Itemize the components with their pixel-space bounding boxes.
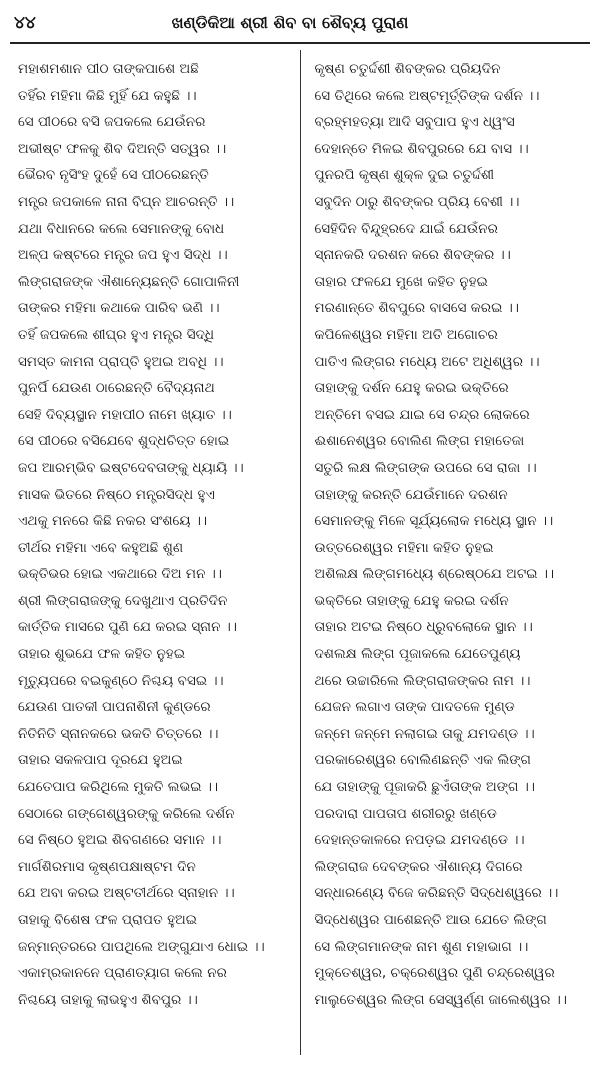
verse-line: ସେମାନଙ୍କୁ ମିଳେ ସୂର୍ଯ୍ୟଲୋକ ମଧ୍ୟେ ସ୍ଥାନ ।। — [314, 513, 554, 530]
verse-line: ଜନ୍ମାନ୍ତରରେ ପାପଥିଲେ ଅଙ୍ଗୁଯାଏ ଧୋଇ ।। — [18, 938, 265, 955]
verse-line: ଲିଙ୍ଗରାଜଙ୍କ ଐଶାନ୍ୟେଛନ୍ତି ଗୋପାଳିନୀ — [18, 273, 240, 290]
verse-line: ଭୈରବ ନୃସିଂହ ଦୁହେଁ ସେ ପୀଠରେଛନ୍ତି — [18, 167, 209, 184]
verse-line: ଅଭୀଷ୍ଟ ଫଳକୁ ଶିବ ଦିଅନ୍ତି ସତ୍ୱର ।। — [18, 140, 227, 157]
verse-line: ପାତିଏ ଲିଙ୍ଗର ମଧ୍ୟେ ଅଟେ ଅଧିଶ୍ୱର ।। — [314, 353, 540, 370]
verse-line: ଯେଉଣ ପାତକୀ ପାପନାଶିନୀ କୁଣ୍ଡରେ — [18, 699, 211, 716]
verse-line: ତାହାକୁ ବିଶେଷ ଫଳ ପ୍ରାପତ ହୁଅଇ — [18, 912, 198, 928]
verse-line: ମୁକ୍ତେଶ୍ୱର, ଚକ୍ରେଶ୍ୱର ପୁଣି ଚନ୍ଦ୍ରେଶ୍ୱର — [314, 965, 555, 982]
verse-line: ଈଶାନେଶ୍ୱର ବୋଲିଣ ଲିଙ୍ଗ ମହାତେଜା — [314, 433, 525, 450]
verse-line: ତାହାର ସକଳପାପ ଦୂରଯେ ହୁଅଇ — [18, 752, 183, 769]
verse-line: ମନ୍ତ୍ର ଜପକାଳେ ନାନା ବିଘ୍ନ ଆଚରନ୍ତି ।। — [18, 193, 235, 210]
verse-line: ତହିଁ ଜପକଲେ ଶୀଘ୍ର ହୁଏ ମନ୍ତ୍ର ସିଦ୍ଧି — [18, 326, 215, 343]
verse-line: ପରଦାରା ପାପତାପ ଶରୀରରୁ ଖଣ୍ଡେ — [314, 805, 497, 822]
verse-line: ଶ୍ରୀ ଲିଙ୍ଗରାଜଙ୍କୁ ଦେଖୁଥାଏ ପ୍ରତିଦିନ — [18, 592, 228, 609]
verse-line: ଭକ୍ତିରେ ତାହାଙ୍କୁ ଯେହୁ କରଇ ଦର୍ଶନ — [314, 592, 509, 609]
verse-line: ମାର୍ଗଶିରମାସ କୃଷ୍ଣପକ୍ଷାଷ୍ଟମ ଦିନ — [18, 858, 196, 875]
verse-line: ପରକାରେଶ୍ୱର ବୋଲିଣଛନ୍ତି ଏକ ଲିଙ୍ଗ — [314, 752, 531, 769]
left-column — [10, 50, 300, 1060]
verse-line: ଅଳ୍ପ କଷ୍ଟରେ ମନ୍ତ୍ର ଜପ ହୁଏ ସିଦ୍ଧ ।। — [18, 247, 228, 264]
running-title: ଖଣ୍ଡିକିଆ ଶ୍ରୀ ଶିବ ବା ଶୈବ୍ୟ ପୁରାଣ — [171, 13, 409, 32]
page-header — [14, 6, 586, 40]
verse-line: ନିଶ୍ଚୟେ ତାହାକୁ ଲାଭହୁଏ ଶିବପୁର ।। — [18, 991, 198, 1008]
verse-line: ଜପ ଆରମ୍ଭିବ ଇଷ୍ଟଦେବତାଙ୍କୁ ଧ୍ୟାୟି ।। — [18, 459, 244, 476]
text-columns — [10, 50, 590, 1060]
verse-line: ସେହିଦିନ ବିନ୍ଦୁହ୍ରଦେ ଯାଇଁ ଯେଉଁନର — [314, 220, 498, 237]
verse-line: ଯେଜନ ଲଗାଏ ତାଙ୍କ ପାଦତଳେ ମୁଣ୍ଡ — [314, 699, 515, 716]
verse-line: ସବୁଦିନ ଠାରୁ ଶିବଙ୍କର ପ୍ରିୟ ବେଶୀ ।। — [314, 193, 520, 210]
verse-line: ତାହାଙ୍କୁ ଦର୍ଶନ ଯେହୁ କରଇ ଭକ୍ତିରେ — [314, 380, 509, 397]
verse-line: ତୀର୍ଥର ମହିମା ଏବେ କହୁଅଛି ଶୁଣ — [18, 539, 184, 556]
verse-line: ତାଙ୍କର ମହିମା କଥାକେ ପାରିବ ଭଣି ।। — [18, 300, 220, 317]
verse-line: ଏକାମ୍ରକାନନେ ପ୍ରାଣତ୍ୟାଗ କଲେ ନର — [18, 965, 227, 982]
verse-line: କାର୍ତ୍ତିକ ମାସରେ ପୁଣି ଯେ କରଇ ସ୍ନାନ ।। — [18, 619, 238, 636]
verse-line: ମହାଶମଶାନ ପୀଠ ତାଙ୍କପାଶେ ଅଛି — [18, 61, 199, 77]
verse-line: ବ୍ରହ୍ମହତ୍ୟା ଆଦି ସବୁପାପ ହୁଏ ଧ୍ୱଂସ — [314, 114, 515, 131]
verse-line: ଯେତେପାପ କରିଥିଲେ ମୁକତି ଲଭଇ ।। — [18, 779, 219, 796]
verse-line: ନିତିନିତି ସ୍ନାନକରେ ଭକତି ଚିତ୍ତରେ ।। — [18, 725, 219, 742]
verse-line: ଯେ ଅବା କରଇ ଅଷ୍ଟତୀର୍ଥରେ ସ୍ନାହାନ ।। — [18, 885, 235, 902]
verse-line: ସନ୍ଧାରଣ୍ୟେ ବିଜେ କରିଛନ୍ତି ସିଦ୍ଧେଶ୍ୱରେ ।। — [314, 885, 559, 902]
verse-line: ତାହାର ଫଳଯେ ମୁଖେ କହିତ ନୁହଇ — [314, 273, 488, 290]
verse-line: ମରଣାନ୍ତେ ଶିବପୁରେ ବାସସେ କରଇ ।। — [314, 300, 519, 317]
verse-line: ଦେହାନ୍ତେ ମିଳଇ ଶିବପୁରରେ ଯେ ବାସ ।। — [314, 140, 529, 157]
verse-line: ସମସ୍ତ କାମନା ପ୍ରାପ୍ତି ହୁଅଇ ଅବଧି ।। — [18, 353, 224, 370]
verse-line: ଦଶଲକ୍ଷ ଲିଙ୍ଗ ପୂଜାକଲେ ଯେତେପୁଣ୍ୟ — [314, 646, 521, 663]
right-column — [301, 50, 591, 1060]
verse-line: ପୁନରପି କୃଷ୍ଣ ଶୁକ୍ଳ ଦୁଇ ଚତୁର୍ଦ୍ଦଶୀ — [314, 167, 495, 184]
verse-line: ଜନ୍ମେ ଜନ୍ମେ ନଲାଗଇ ତାକୁ ଯମଦଣ୍ଡ ।। — [314, 725, 535, 742]
verse-line: ସେ ଲିଙ୍ଗମାନଙ୍କ ନାମ ଶୁଣ ମହାଭାଗ ।। — [314, 938, 529, 955]
verse-line: ଉତ୍ତରେଶ୍ୱର ମହିମା କହିତ ନୁହଇ — [314, 539, 494, 556]
verse-line: ତହିଁର ମହିମା କିଛି ମୁହିଁ ଯେ କହୁଛି ।। — [18, 87, 197, 104]
page-number: ୪୪ — [14, 13, 36, 33]
verse-line: ସତୁରି ଲକ୍ଷ ଲିଙ୍ଗଙ୍କ ଉପରେ ସେ ରାଜା ।। — [314, 459, 537, 476]
verse-line: ସେ ପୀଠରେ ବସିଯେବେ ଶୁଦ୍ଧଚିତ୍ତ ହୋଇ — [18, 433, 230, 450]
verse-line: ଏଥକୁ ମନରେ କିଛି ନକର ସଂଶୟେ ।। — [18, 513, 208, 530]
verse-line: ଲିଙ୍ଗରାଜ ଦେବଙ୍କର ଐଶାନ୍ୟ ଦିଗରେ — [314, 858, 523, 875]
verse-line: ଅଶିଲକ୍ଷ ଲିଙ୍ଗମଧ୍ୟେ ଶ୍ରେଷ୍ଠଯେ ଅଟଇ ।। — [314, 566, 555, 583]
verse-line: ତାହାଙ୍କୁ କରନ୍ତି ଯେଉଁମାନେ ଦରଶନ — [314, 486, 508, 503]
verse-line: କୃଷ୍ଣ ଚତୁର୍ଦ୍ଦଶୀ ଶିବଙ୍କର ପ୍ରିୟଦିନ — [314, 61, 501, 77]
verse-line: ଥରେ ଉଚ୍ଚାରିଲେ ଲିଙ୍ଗରାଜଙ୍କର ନାମ ।। — [314, 672, 531, 689]
verse-line: ସିଦ୍ଧେଶ୍ୱର ପାଶେଛନ୍ତି ଆଉ ଯେତେ ଲିଙ୍ଗ — [314, 912, 547, 928]
verse-line: ଯଥା ବିଧାନରେ କଲେ ସେମାନଙ୍କୁ ବୋଧ — [18, 220, 225, 237]
verse-line: ଯେ ତାହାଙ୍କୁ ପୂଜାକରି ଛୁଏଁତାଙ୍କ ଅଙ୍ଗ ।। — [314, 779, 535, 796]
verse-line: ତାହାର ଅଟଇ ନିଷ୍ଠେ ଧ୍ରୁବଲୋକେ ସ୍ଥାନ ।। — [314, 619, 533, 636]
verse-line: ଭକ୍ତିଭର ହୋଇ ଏକଥାରେ ଦିଅ ମନ ।। — [18, 566, 223, 583]
verse-line: ସେଠାରେ ଗଙ୍ଗେଶ୍ୱରଙ୍କୁ କରିଲେ ଦର୍ଶନ — [18, 805, 235, 822]
verse-line: କପିଳେଶ୍ୱର ମହିମା ଅତି ଅଗୋଚର — [314, 326, 498, 343]
verse-line: ସେ ତିଥିରେ କଲେ ଅଷ୍ଟମୂର୍ତ୍ତିଙ୍କ ଦର୍ଶନ ।। — [314, 87, 540, 104]
verse-line: ସେ ନିଷ୍ଠେ ହୁଅଇ ଶିବଗଣରେ ସମାନ ।। — [18, 832, 222, 849]
verse-line: ଦେହାନ୍ତକାଳରେ ନପଡ଼ଇ ଯମଦଣ୍ଡେ ।। — [314, 832, 525, 849]
verse-line: ସେହି ଦିବ୍ୟସ୍ଥାନ ମହାପୀଠ ନାମେ ଖ୍ୟାତ ।। — [18, 406, 232, 423]
header-rule — [10, 42, 590, 44]
verse-line: ତାହାର ଶୁଭଯେ ଫଳ କହିତ ନୁହଇ — [18, 646, 186, 663]
verse-line: ଅନ୍ତିମେ ବସଇ ଯାଇ ସେ ଚନ୍ଦ୍ର ଲୋକରେ — [314, 406, 530, 423]
verse-line: ମୃତ୍ୟୁପରେ ବଇକୁଣ୍ଠେ ନିଶ୍ଚୟ ବସଇ ।। — [18, 672, 224, 689]
verse-line: ପୁନର୍ପି ଯେଉଣ ଠାରେଛନ୍ତି ବୈଦ୍ୟନାଥ — [18, 380, 215, 397]
verse-line: ମାଲୁତେଶ୍ୱର ଲିଙ୍ଗ ସେସ୍ୱର୍ଣ୍ଣ ଜାଲେଶ୍ୱର ।। — [314, 991, 567, 1008]
verse-line: ସେ ପୀଠରେ ବସି ଜପକଲେ ଯେଉଁନର — [18, 114, 206, 131]
verse-line: ସ୍ନାନକରି ଦରଶନ କରେ ଶିବଙ୍କର ।। — [314, 247, 511, 264]
verse-line: ମାସକ ଭିତରେ ନିଷ୍ଠେ ମନ୍ତ୍ରସିଦ୍ଧ ହୁଏ — [18, 486, 215, 503]
